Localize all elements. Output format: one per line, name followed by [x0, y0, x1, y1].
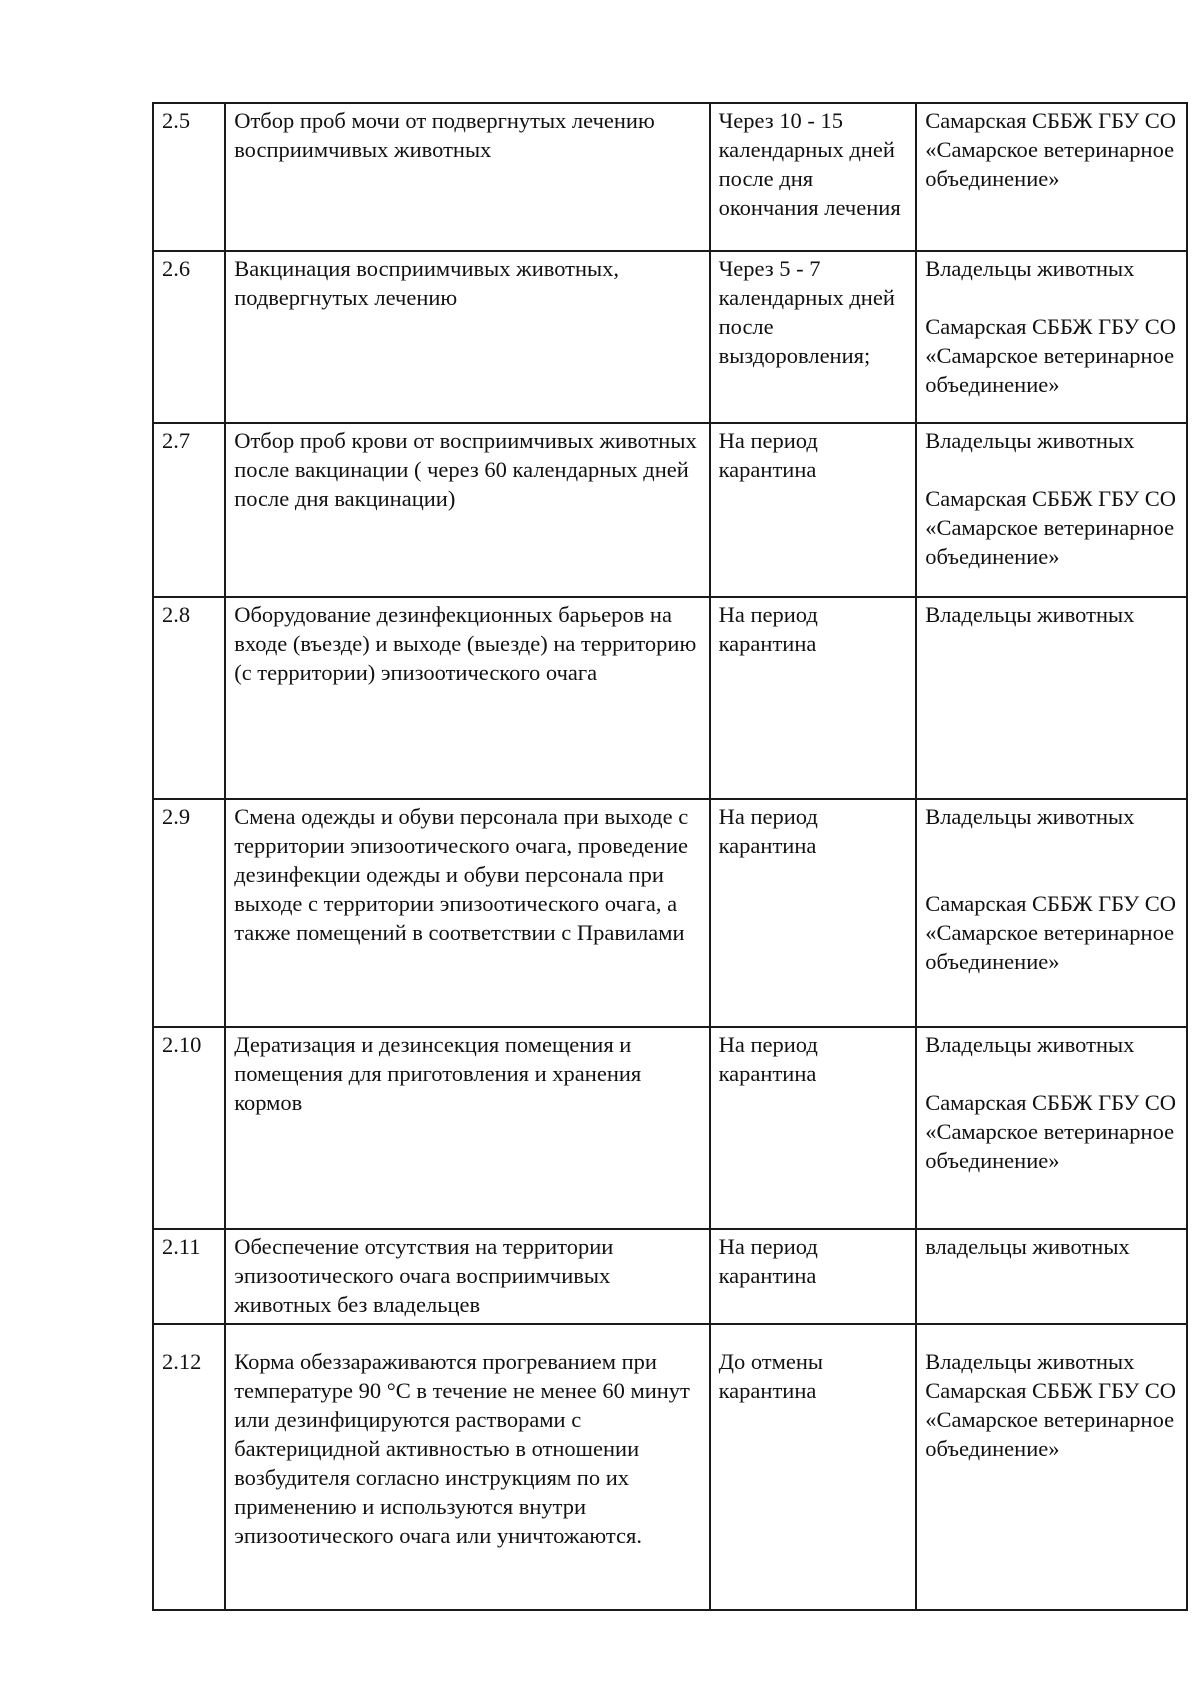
- table-row: [153, 597, 1187, 799]
- measure-description: Вакцинация восприимчивых животных, подвергнутых лечению: [225, 251, 709, 423]
- measure-responsible: [916, 799, 1187, 1027]
- responsible-party: Владельцы животных: [925, 1032, 1135, 1057]
- table-row: [153, 1324, 1187, 1610]
- row-number: 2.11: [153, 1229, 225, 1324]
- measure-responsible: [916, 423, 1187, 597]
- measure-responsible: [916, 251, 1187, 423]
- measure-description: Отбор проб мочи от подвергнутых лечению восприимчивых животных: [225, 103, 709, 251]
- measure-description: Обеспечение отсутствия на территории эпизоотического очага восприимчивых животных без владельцев: [225, 1229, 709, 1324]
- measure-responsible: [916, 103, 1187, 251]
- measure-term: На период карантина: [710, 423, 917, 597]
- measure-term: На период карантина: [710, 799, 917, 1027]
- responsible-party: Самарская СББЖ ГБУ СО «Самарское ветеринарное объединение»: [925, 314, 1177, 397]
- table-row: [153, 423, 1187, 597]
- responsible-party: Самарская СББЖ ГБУ СО «Самарское ветеринарное объединение»: [925, 891, 1177, 974]
- measure-responsible: [916, 1324, 1187, 1610]
- measure-term: На период карантина: [710, 597, 917, 799]
- measure-description: Корма обеззараживаются прогреванием при температуре 90 °С в течение не менее 60 минут или дезинфицируются растворами с бактерицидной активностью в отношении возбудителя согласно инструкциям по их применению и используются внутри эпизоотического очага или уничтожаются.: [225, 1324, 709, 1610]
- table-row: [153, 1229, 1187, 1324]
- table-row: [153, 251, 1187, 423]
- measures-table: [152, 102, 1188, 1611]
- responsible-party: Владельцы животных: [925, 256, 1135, 281]
- responsible-party: Владельцы животных: [925, 804, 1135, 829]
- measure-description: Оборудование дезинфекционных барьеров на входе (въезде) и выходе (выезде) на территорию (с территории) эпизоотического очага: [225, 597, 709, 799]
- measure-responsible: [916, 597, 1187, 799]
- table-row: [153, 1027, 1187, 1229]
- measure-term: На период карантина: [710, 1027, 917, 1229]
- row-number: 2.6: [153, 251, 225, 423]
- row-number: 2.8: [153, 597, 225, 799]
- measure-description: Дератизация и дезинсекция помещения и помещения для приготовления и хранения кормов: [225, 1027, 709, 1229]
- measure-description: Смена одежды и обуви персонала при выходе с территории эпизоотического очага, проведение дезинфекции одежды и обуви персонала при выходе с территории эпизоотического очага, а также помещений в соответствии с Правилами: [225, 799, 709, 1027]
- table-row: [153, 799, 1187, 1027]
- row-number: 2.9: [153, 799, 225, 1027]
- row-number: 2.7: [153, 423, 225, 597]
- measure-term: На период карантина: [710, 1229, 917, 1324]
- responsible-party: Владельцы животных Самарская СББЖ ГБУ СО «Самарское ветеринарное объединение»: [925, 1349, 1177, 1461]
- responsible-party: Самарская СББЖ ГБУ СО «Самарское ветеринарное объединение»: [925, 1090, 1177, 1173]
- row-number: 2.12: [153, 1324, 225, 1610]
- responsible-party: Владельцы животных: [925, 602, 1135, 627]
- measure-description: Отбор проб крови от восприимчивых животных после вакцинации ( через 60 календарных дней после дня вакцинации): [225, 423, 709, 597]
- measure-term: До отмены карантина: [710, 1324, 917, 1610]
- table-row: [153, 103, 1187, 251]
- responsible-party: Самарская СББЖ ГБУ СО «Самарское ветеринарное объединение»: [925, 486, 1177, 569]
- measure-term: Через 5 - 7 календарных дней после выздоровления;: [710, 251, 917, 423]
- measure-responsible: [916, 1027, 1187, 1229]
- measure-responsible: [916, 1229, 1187, 1324]
- row-number: 2.10: [153, 1027, 225, 1229]
- row-number: 2.5: [153, 103, 225, 251]
- measure-term: Через 10 - 15 календарных дней после дня окончания лечения: [710, 103, 917, 251]
- responsible-party: Самарская СББЖ ГБУ СО «Самарское ветеринарное объединение»: [925, 108, 1177, 191]
- responsible-party: владельцы животных: [925, 1234, 1130, 1259]
- responsible-party: Владельцы животных: [925, 428, 1135, 453]
